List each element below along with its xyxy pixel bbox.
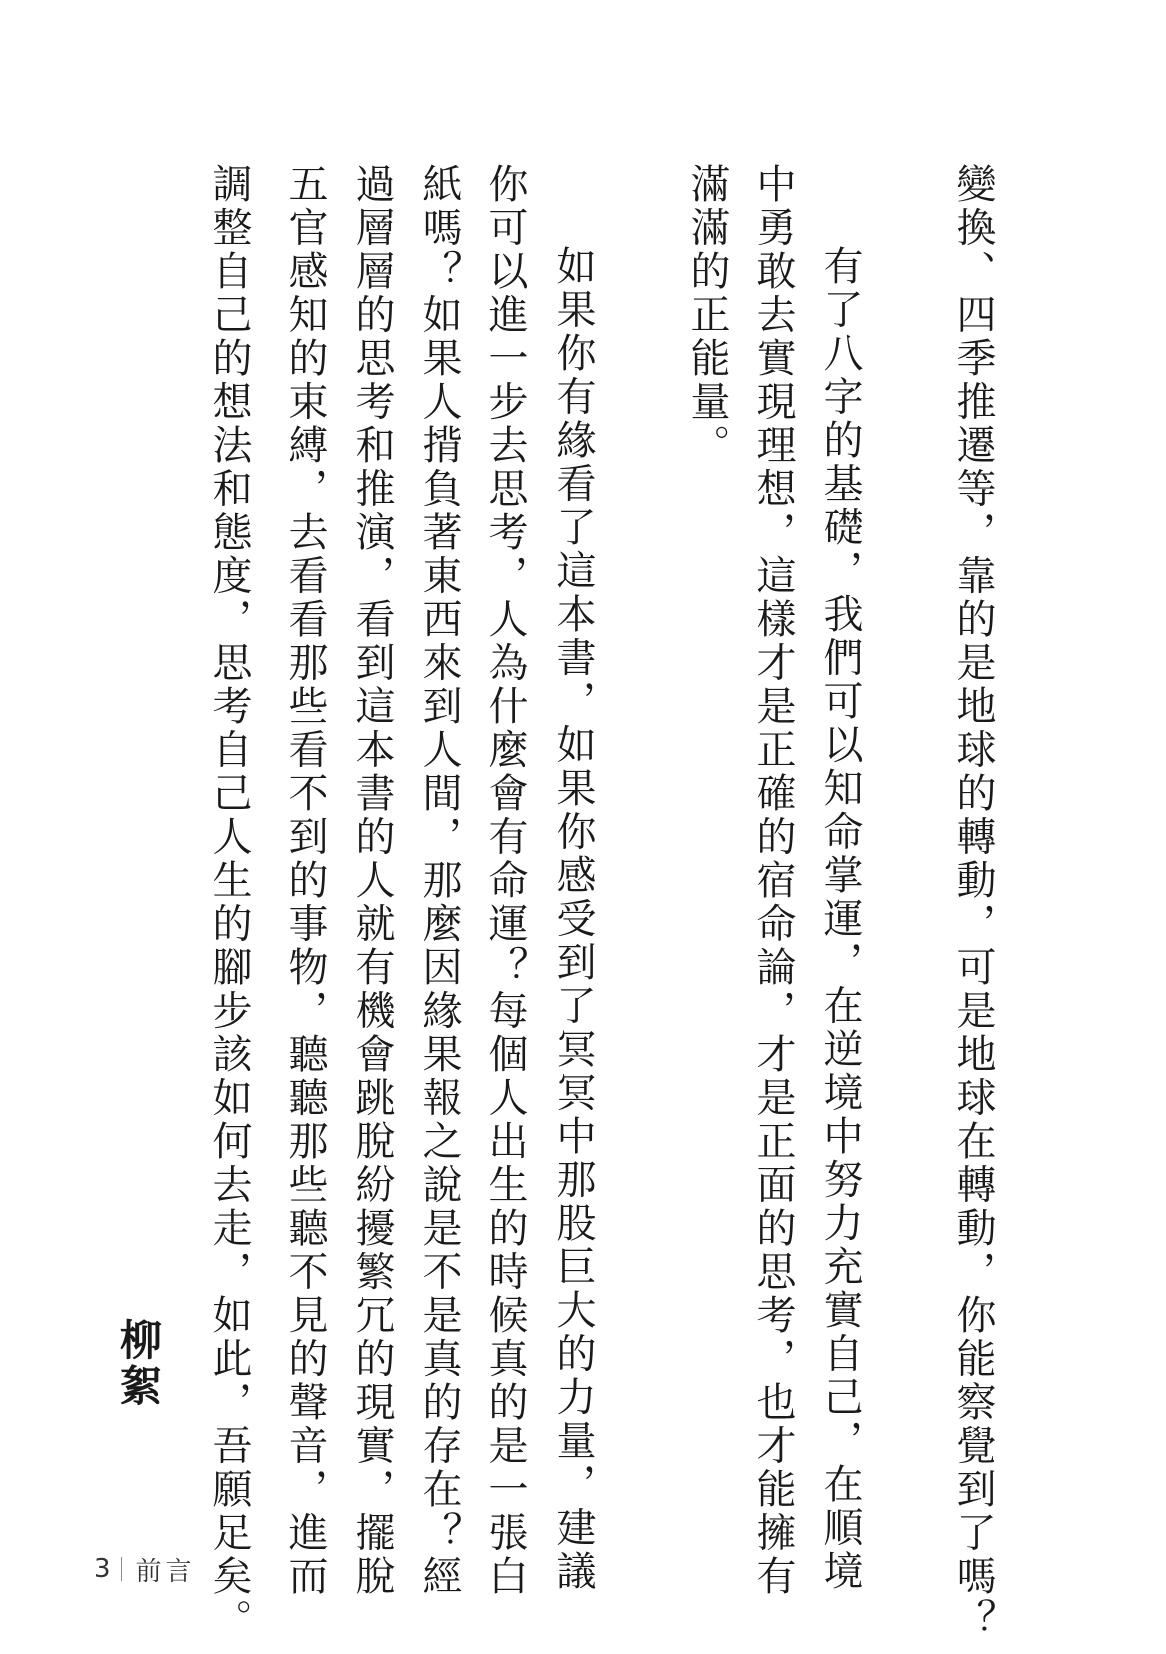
author-signature: 柳絮 <box>114 1318 163 1410</box>
footer-divider <box>121 1557 122 1581</box>
body-column-7: 紙嗎？如果人揹負著東西來到人間，那麼因緣果報之說是不是真的存在？經 <box>416 163 462 1599</box>
section-title: 前言 <box>135 1556 196 1587</box>
body-column-9: 五官感知的束縛，去看看那些看不到的事物，聽聽那些聽不見的聲音，進而 <box>282 163 328 1599</box>
body-column-4: 滿滿的正能量。 <box>684 163 730 468</box>
body-column-3: 中勇敢去實現理想，這樣才是正確的宿命論，才是正面的思考，也才能擁有 <box>750 163 796 1599</box>
body-column-10: 調整自己的想法和態度，思考自己人生的腳步該如何去走，如此，吾願足矣。 <box>206 163 252 1642</box>
page-footer <box>94 1552 196 1586</box>
body-column-6: 你可以進一步去思考，人為什麼會有命運？每個人出生的時候真的是一張白 <box>482 163 528 1599</box>
body-column-2: 有了八字的基礎，我們可以知命掌運，在逆境中努力充實自己，在順境 <box>817 245 863 1594</box>
page-number: 3 <box>94 1554 111 1584</box>
body-column-8: 過層層的思考和推演，看到這本書的人就有機會跳脫紛擾繁冗的現實，擺脫 <box>349 163 395 1599</box>
body-column-1: 變換、四季推遷等，靠的是地球的轉動，可是地球在轉動，你能察覺到了嗎？ <box>950 163 996 1642</box>
body-column-5: 如果你有緣看了這本書，如果你感受到了冥冥中那股巨大的力量，建議 <box>550 245 596 1594</box>
